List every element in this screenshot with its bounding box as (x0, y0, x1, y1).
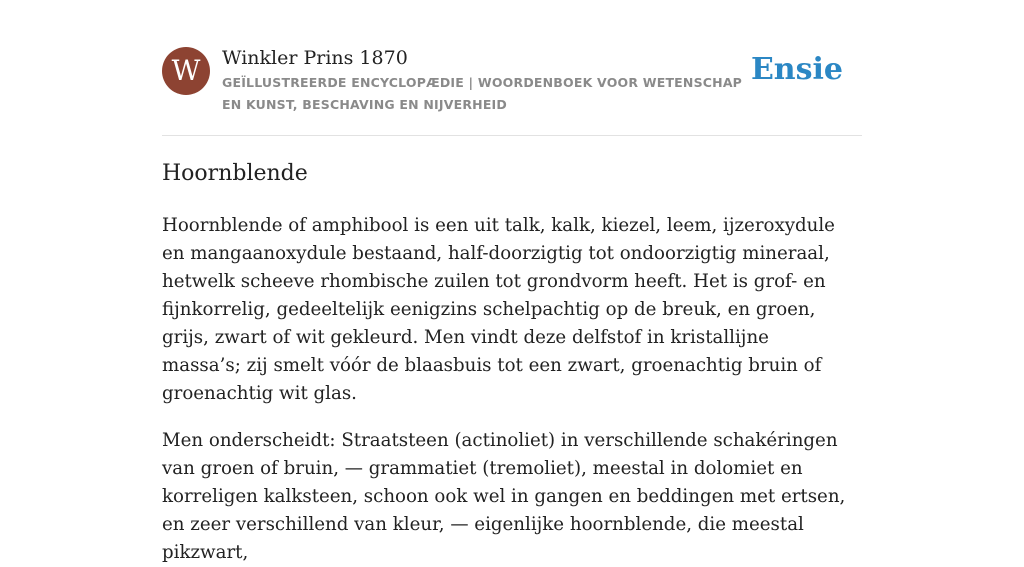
article (162, 158, 862, 567)
ensie-logo[interactable]: Ensie (750, 52, 843, 87)
article-body (162, 212, 862, 567)
article-paragraph: Hoornblende of amphibool is een uit talk, kalk, kiezel, leem, ijzeroxydule en mangaanoxydule bestaand, half-doorzigtig tot ondoorzigtig mineraal, hetwelk scheeve rhombische zuilen tot grondvorm heeft. Het is grof- en fijnkorrelig, gedeeltelijk eenigzins schelpachtig op de breuk, en groen, grijs, zwart of wit gekleurd. Men vindt deze delfstof in kristallijne massa’s; zij smelt vóór de blaasbuis tot een zwart, groenachtig bruin of groenachtig wit glas. (162, 215, 835, 404)
source-avatar[interactable]: W (162, 47, 210, 95)
source-subtitle: GEÏLLUSTREERDE ENCYCLOPÆDIE | WOORDENBOEK VOOR WETENSCHAP EN KUNST, BESCHAVING EN NIJVERHEID (222, 75, 743, 112)
header-divider (162, 135, 862, 136)
article-title: Hoornblende (162, 161, 308, 186)
article-paragraph: Men onderscheidt: Straatsteen (actinoliet) in verschillende schakéringen van groen of bruin, — grammatiet (tremoliet), meestal in dolomiet en korreligen kalksteen, schoon ook wel in gangen en beddingen met ertsen, en zeer verschillend van kleur, — eigenlijke hoornblende, die meestal pikzwart, (162, 430, 846, 563)
source-header (162, 46, 862, 136)
source-title[interactable]: Winkler Prins 1870 (222, 47, 408, 69)
